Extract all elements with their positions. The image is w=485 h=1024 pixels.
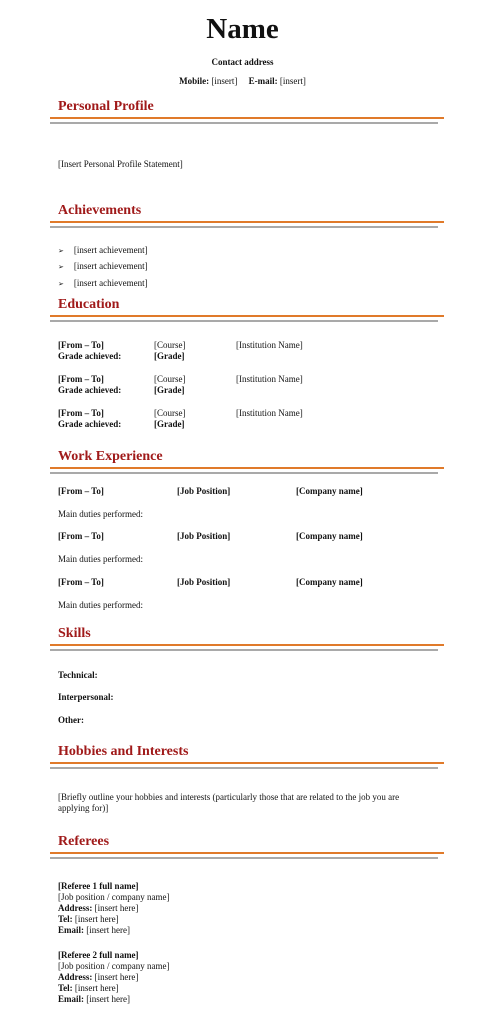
- section-rule-gray: [50, 226, 438, 228]
- education-grade: [Grade]: [154, 351, 185, 361]
- work-dates: [From – To]: [58, 486, 104, 496]
- education-course: [Course]: [154, 408, 186, 418]
- tel-value: [insert here]: [74, 983, 119, 993]
- education-grade-label: Grade achieved:: [58, 351, 122, 361]
- work-duties: Main duties performed:: [58, 554, 143, 564]
- email-label: Email:: [58, 925, 84, 935]
- email-value: [insert]: [279, 76, 306, 86]
- email-label: E-mail:: [248, 76, 278, 86]
- education-course: [Course]: [154, 340, 186, 350]
- education-dates: [From – To]: [58, 374, 104, 384]
- achievement-text: [insert achievement]: [73, 245, 148, 255]
- work-dates: [From – To]: [58, 577, 104, 587]
- hobbies-text: [Briefly outline your hobbies and interests (particularly those that are related to the job you are applying for)]: [58, 792, 400, 813]
- section-heading-education: Education: [58, 297, 120, 312]
- address-value: [insert here]: [94, 972, 139, 982]
- section-rule-orange: [50, 852, 444, 854]
- work-duties: Main duties performed:: [58, 600, 143, 610]
- address-value: [insert here]: [94, 903, 139, 913]
- email-value: [insert here]: [86, 994, 130, 1004]
- email-value: [insert here]: [86, 925, 130, 935]
- referee-tel: [58, 914, 169, 925]
- education-institution: [Institution Name]: [236, 408, 303, 418]
- contact-address: Contact address: [211, 57, 274, 67]
- section-rule-orange: [50, 467, 444, 469]
- section-heading-personal-profile: Personal Profile: [58, 99, 154, 114]
- referee-tel: [58, 983, 169, 994]
- achievement-item: [58, 256, 148, 274]
- skill-other: Other:: [58, 715, 84, 725]
- referee-email: [58, 994, 169, 1005]
- skill-interpersonal: Interpersonal:: [58, 692, 114, 702]
- work-company: [Company name]: [296, 577, 363, 587]
- education-grade-label: Grade achieved:: [58, 419, 122, 429]
- section-heading-achievements: Achievements: [58, 203, 142, 218]
- section-rule-gray: [50, 122, 438, 124]
- education-dates: [From – To]: [58, 340, 104, 350]
- referee-position: [Job position / company name]: [58, 961, 170, 971]
- section-heading-work-experience: Work Experience: [58, 449, 163, 464]
- section-rule-orange: [50, 762, 444, 764]
- referee-email: [58, 925, 169, 936]
- section-rule-gray: [50, 472, 438, 474]
- section-rule-gray: [50, 767, 438, 769]
- achievement-text: [insert achievement]: [73, 278, 148, 288]
- work-dates: [From – To]: [58, 531, 104, 541]
- referee-position: [Job position / company name]: [58, 892, 170, 902]
- referee-name: [Referee 2 full name]: [58, 950, 139, 960]
- section-heading-skills: Skills: [58, 626, 91, 641]
- bullet-icon: ➢: [58, 263, 64, 271]
- profile-statement: [Insert Personal Profile Statement]: [58, 159, 183, 169]
- section-rule-orange: [50, 117, 444, 119]
- skill-technical: Technical:: [58, 670, 98, 680]
- referee-address: [58, 903, 169, 914]
- achievement-item: [58, 273, 148, 291]
- education-dates: [From – To]: [58, 408, 104, 418]
- section-rule-gray: [50, 649, 438, 651]
- work-position: [Job Position]: [177, 531, 231, 541]
- work-position: [Job Position]: [177, 577, 231, 587]
- referee-block: [58, 881, 169, 936]
- referee-block: [58, 950, 169, 1005]
- bullet-icon: ➢: [58, 280, 64, 288]
- email-label: Email:: [58, 994, 84, 1004]
- address-label: Address:: [58, 903, 93, 913]
- section-heading-hobbies: Hobbies and Interests: [58, 744, 189, 759]
- tel-value: [insert here]: [74, 914, 119, 924]
- section-rule-orange: [50, 644, 444, 646]
- contact-line: [0, 76, 485, 87]
- achievement-text: [insert achievement]: [73, 261, 148, 271]
- mobile-value: [insert]: [211, 76, 238, 86]
- education-course: [Course]: [154, 374, 186, 384]
- section-heading-referees: Referees: [58, 834, 110, 849]
- referee-address: [58, 972, 169, 983]
- resume-name: Name: [206, 13, 279, 45]
- education-grade: [Grade]: [154, 419, 185, 429]
- work-duties: Main duties performed:: [58, 509, 143, 519]
- section-rule-gray: [50, 320, 438, 322]
- section-rule-orange: [50, 315, 444, 317]
- section-rule-orange: [50, 221, 444, 223]
- bullet-icon: ➢: [58, 247, 64, 255]
- section-rule-gray: [50, 857, 438, 859]
- address-label: Address:: [58, 972, 93, 982]
- referee-name: [Referee 1 full name]: [58, 881, 139, 891]
- tel-label: Tel:: [58, 983, 73, 993]
- education-grade: [Grade]: [154, 385, 185, 395]
- education-institution: [Institution Name]: [236, 340, 303, 350]
- education-grade-label: Grade achieved:: [58, 385, 122, 395]
- work-position: [Job Position]: [177, 486, 231, 496]
- tel-label: Tel:: [58, 914, 73, 924]
- education-institution: [Institution Name]: [236, 374, 303, 384]
- mobile-label: Mobile:: [179, 76, 210, 86]
- work-company: [Company name]: [296, 531, 363, 541]
- work-company: [Company name]: [296, 486, 363, 496]
